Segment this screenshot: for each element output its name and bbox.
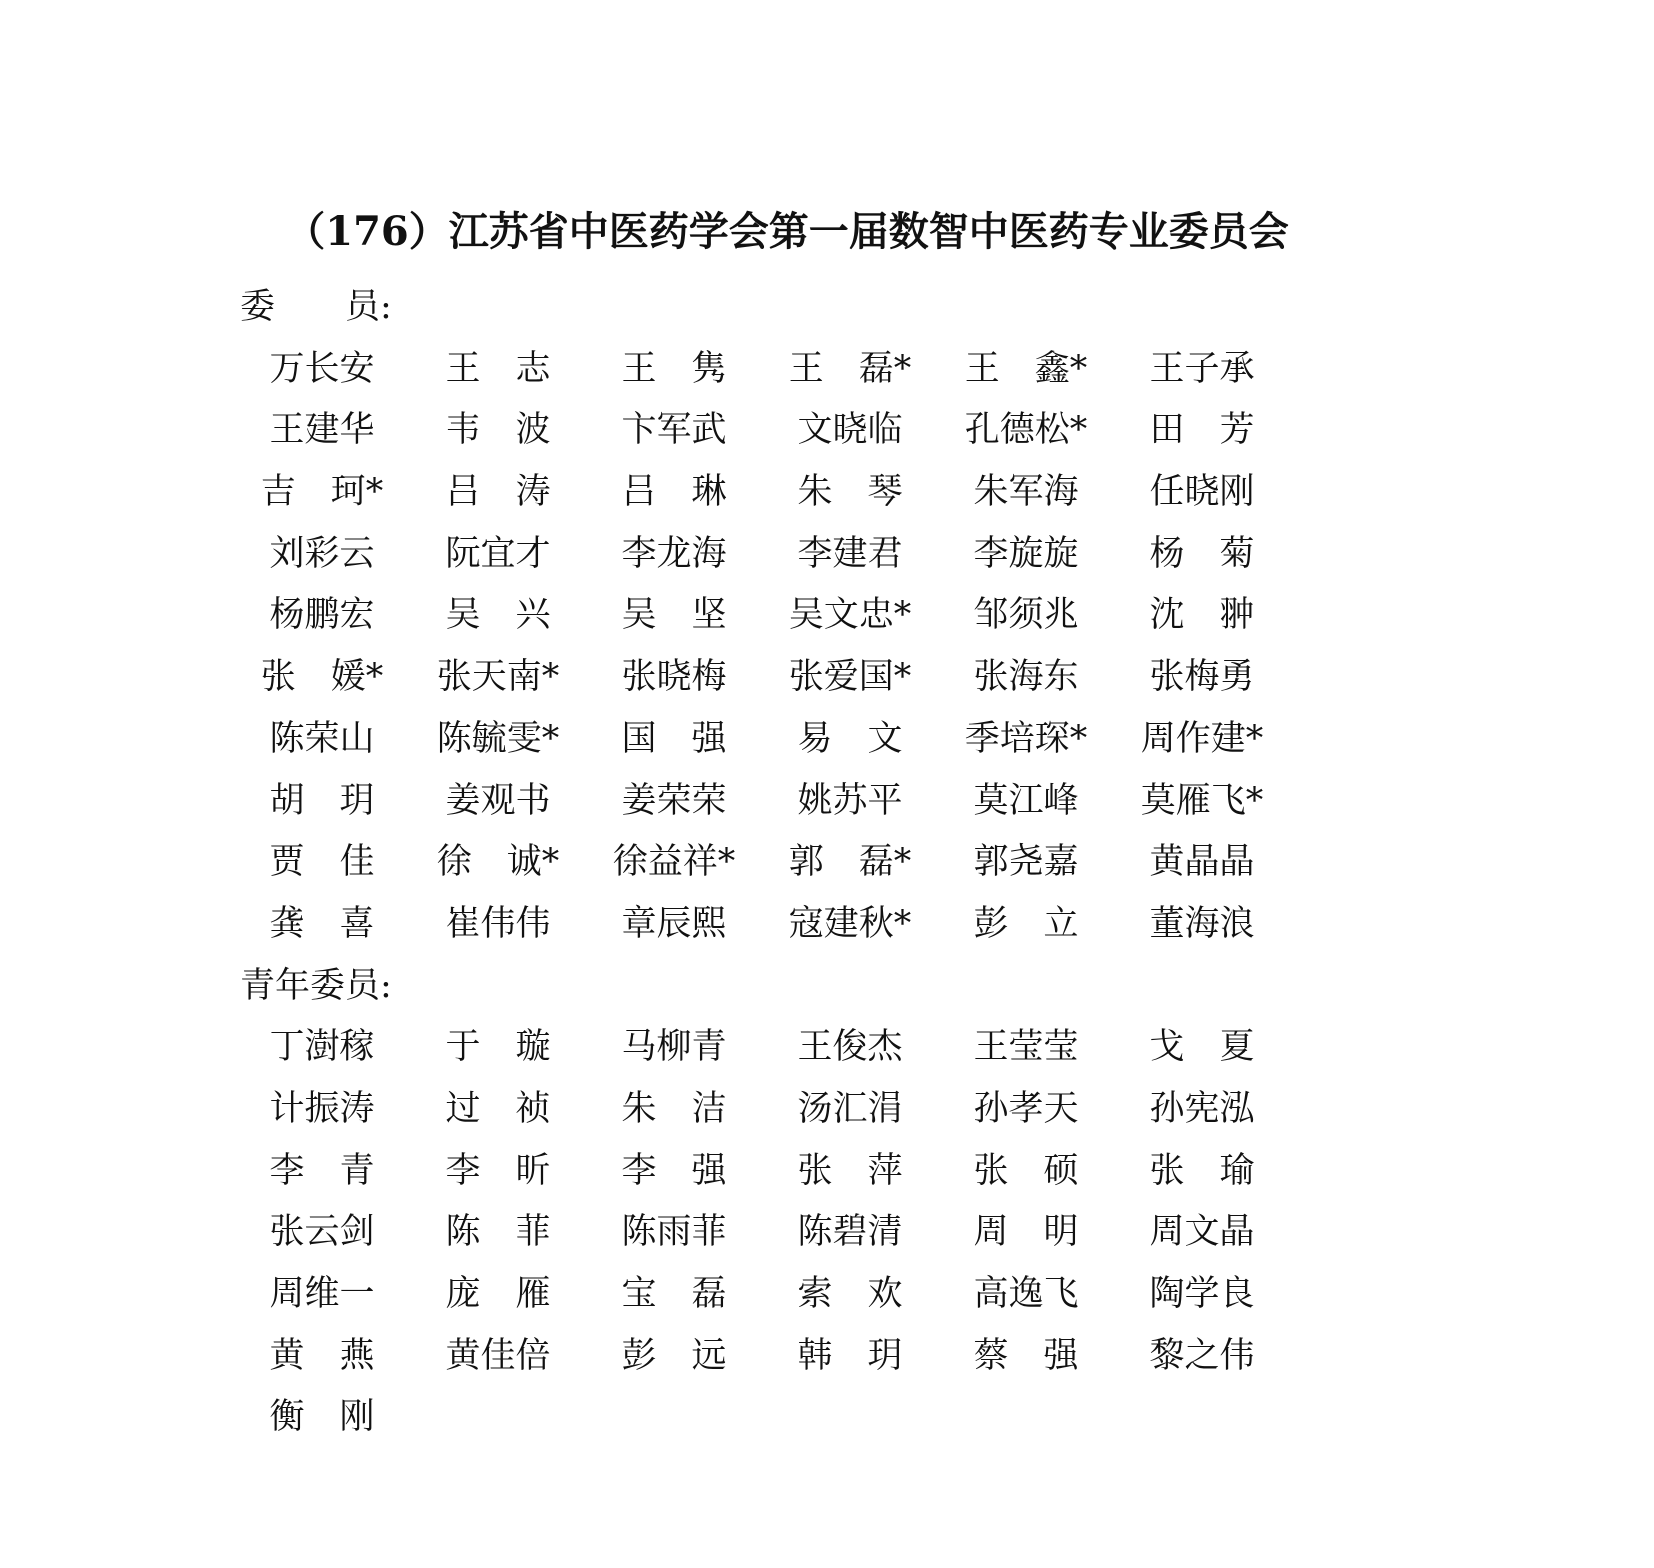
member-name: 寇建秋* — [788, 903, 912, 944]
member-name: 沈 翀 — [1149, 595, 1255, 636]
member-name: 张天南* — [436, 657, 560, 698]
member-name: 陈毓雯* — [436, 718, 560, 759]
youth-member-name: 韩 玥 — [797, 1335, 903, 1376]
member-name: 朱 琴 — [797, 472, 903, 513]
youth-member-name: 丁澍稼 — [269, 1027, 375, 1068]
member-name: 杨鹏宏 — [269, 595, 375, 636]
youth-member-name: 陈 菲 — [445, 1212, 551, 1253]
member-name: 田 芳 — [1149, 410, 1255, 451]
youth-member-name: 马柳青 — [621, 1027, 727, 1068]
youth-member-name: 李 强 — [621, 1150, 727, 1191]
section-label-youth-members: 青年委员: — [240, 965, 392, 1006]
youth-members-grid — [234, 1017, 1654, 1449]
youth-member-name: 宝 磊 — [621, 1274, 727, 1314]
youth-member-name: 计振涛 — [269, 1088, 375, 1129]
member-name: 国 强 — [621, 718, 727, 759]
youth-member-name: 周维一 — [269, 1274, 375, 1314]
member-name: 周作建* — [1140, 718, 1264, 759]
member-name: 姜观书 — [445, 780, 551, 821]
member-name: 黄晶晶 — [1149, 842, 1255, 883]
member-name: 张梅勇 — [1149, 657, 1255, 698]
member-name: 王建华 — [269, 410, 375, 451]
youth-member-name: 周 明 — [973, 1212, 1079, 1253]
member-name: 徐 诚* — [436, 842, 560, 883]
youth-member-name: 孙孝天 — [973, 1088, 1079, 1129]
member-name: 姚苏平 — [797, 780, 903, 821]
youth-member-name: 李 昕 — [445, 1150, 551, 1191]
member-name: 万长安 — [269, 348, 375, 389]
member-name: 陈荣山 — [269, 718, 375, 759]
youth-member-name: 索 欢 — [797, 1274, 903, 1314]
youth-member-name: 黄佳倍 — [445, 1335, 551, 1376]
member-name: 张海东 — [973, 657, 1079, 698]
member-name: 徐益祥* — [612, 842, 736, 883]
member-name: 朱军海 — [973, 472, 1079, 513]
member-name: 吴文忠* — [788, 595, 912, 636]
youth-member-name: 彭 远 — [621, 1335, 727, 1376]
member-name: 王 鑫* — [964, 348, 1088, 389]
member-name: 易 文 — [797, 718, 903, 759]
member-name: 郭 磊* — [788, 842, 912, 883]
youth-member-name: 朱 洁 — [621, 1088, 727, 1129]
member-name: 张晓梅 — [621, 657, 727, 698]
youth-member-name: 张云剑 — [269, 1212, 375, 1253]
member-name: 吉 珂* — [260, 472, 384, 513]
youth-member-name: 李 青 — [269, 1150, 375, 1191]
youth-member-name: 周文晶 — [1149, 1212, 1255, 1253]
member-name: 吴 兴 — [445, 595, 551, 636]
member-name: 邹须兆 — [973, 595, 1079, 636]
member-name: 孔德松* — [964, 410, 1088, 451]
member-name: 阮宜才 — [445, 533, 551, 574]
member-name: 李龙海 — [621, 533, 727, 574]
youth-member-name: 庞 雁 — [445, 1274, 551, 1314]
youth-member-name: 衡 刚 — [269, 1397, 375, 1438]
member-name: 张 媛* — [260, 657, 384, 698]
youth-member-name: 陶学良 — [1149, 1274, 1255, 1314]
member-name: 莫江峰 — [973, 780, 1079, 821]
youth-member-name: 高逸飞 — [973, 1274, 1079, 1314]
member-name: 董海浪 — [1149, 903, 1255, 944]
youth-member-name: 王莹莹 — [973, 1027, 1079, 1068]
member-name: 胡 玥 — [269, 780, 375, 821]
youth-member-name: 黄 燕 — [269, 1335, 375, 1376]
members-grid — [234, 339, 1654, 956]
member-name: 王子承 — [1149, 348, 1255, 389]
member-name: 贾 佳 — [269, 842, 375, 883]
member-name: 张爱国* — [788, 657, 912, 698]
document-title: （176）江苏省中医药学会第一届数智中医药专业委员会 — [285, 208, 1289, 255]
member-name: 韦 波 — [445, 410, 551, 451]
youth-member-name: 于 璇 — [445, 1027, 551, 1068]
member-name: 郭尧嘉 — [973, 842, 1079, 883]
youth-member-name: 陈碧清 — [797, 1212, 903, 1253]
member-name: 姜荣荣 — [621, 780, 727, 821]
youth-member-name: 陈雨菲 — [621, 1212, 727, 1253]
youth-member-name: 孙宪泓 — [1149, 1088, 1255, 1129]
youth-member-name: 王俊杰 — [797, 1027, 903, 1068]
member-name: 龚 喜 — [269, 903, 375, 944]
member-name: 文晓临 — [797, 410, 903, 451]
youth-member-name: 汤汇涓 — [797, 1088, 903, 1129]
member-name: 杨 菊 — [1149, 533, 1255, 574]
youth-member-name: 黎之伟 — [1149, 1335, 1255, 1376]
member-name: 彭 立 — [973, 903, 1079, 944]
member-name: 吕 涛 — [445, 472, 551, 513]
member-name: 莫雁飞* — [1140, 780, 1264, 821]
member-name: 季培琛* — [964, 718, 1088, 759]
youth-member-name: 张 瑜 — [1149, 1150, 1255, 1191]
member-name: 崔伟伟 — [445, 903, 551, 944]
youth-member-name: 戈 夏 — [1149, 1027, 1255, 1068]
member-name: 李旋旋 — [973, 533, 1079, 574]
member-name: 王 磊* — [788, 348, 912, 389]
member-name: 王 志 — [445, 348, 551, 389]
member-name: 任晓刚 — [1149, 472, 1255, 513]
member-name: 吕 琳 — [621, 472, 727, 513]
youth-member-name: 张 萍 — [797, 1150, 903, 1191]
member-name: 王 隽 — [621, 348, 727, 389]
member-name: 刘彩云 — [269, 533, 375, 574]
member-list — [0, 277, 1654, 1449]
youth-member-name: 张 硕 — [973, 1150, 1079, 1191]
youth-member-name: 蔡 强 — [973, 1335, 1079, 1376]
youth-member-name: 过 祯 — [445, 1088, 551, 1129]
member-name: 章辰熙 — [621, 903, 727, 944]
member-name: 吴 坚 — [621, 595, 727, 636]
member-name: 李建君 — [797, 533, 903, 574]
section-label-members: 委 员: — [240, 287, 392, 327]
member-name: 卞军武 — [621, 410, 727, 451]
